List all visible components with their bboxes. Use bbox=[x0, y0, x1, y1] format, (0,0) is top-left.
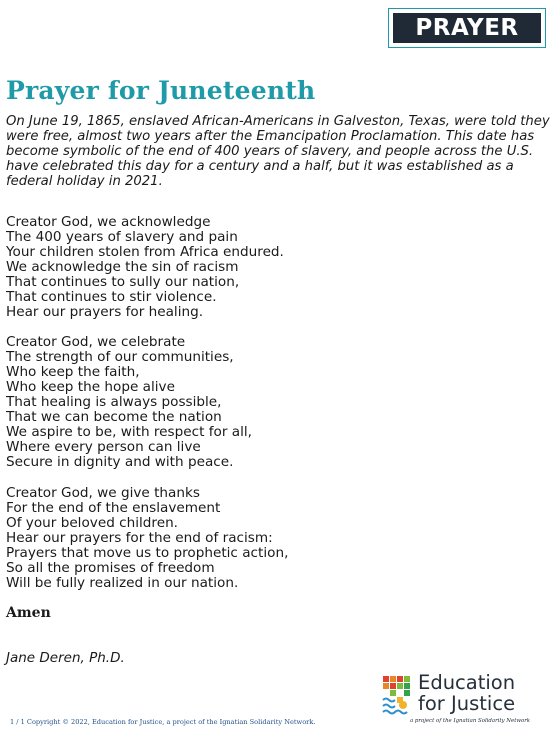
verse-line: Of your beloved children. bbox=[6, 515, 178, 531]
verse-line: Will be fully realized in our nation. bbox=[6, 575, 239, 591]
verse-line: Creator God, we give thanks bbox=[6, 485, 200, 501]
category-badge-label: PRAYER bbox=[393, 13, 541, 43]
verse-line: Hear our prayers for the end of racism: bbox=[6, 530, 273, 546]
verse-line: Hear our prayers for healing. bbox=[6, 304, 204, 320]
author-signature: Jane Deren, Ph.D. bbox=[6, 650, 125, 666]
verse-line: Your children stolen from Africa endured. bbox=[6, 244, 284, 260]
verse-line: That continues to stir violence. bbox=[6, 289, 217, 305]
verse-line: That we can become the nation bbox=[6, 409, 222, 425]
stanza-1 bbox=[6, 215, 284, 320]
verse-line: We aspire to be, with respect for all, bbox=[6, 424, 252, 440]
verse-line: So all the promises of freedom bbox=[6, 560, 215, 576]
verse-line: The strength of our communities, bbox=[6, 349, 234, 365]
verse-line: That continues to sully our nation, bbox=[6, 274, 240, 290]
verse-line: Creator God, we celebrate bbox=[6, 334, 186, 350]
verse-line: We acknowledge the sin of racism bbox=[6, 259, 239, 275]
logo-mark-icon bbox=[382, 674, 418, 720]
verse-line: Creator God, we acknowledge bbox=[6, 214, 211, 230]
copyright-footer: 1 / 1 Copyright © 2022, Education for Justice, a project of the Ignatian Solidarity Network. bbox=[10, 718, 316, 726]
category-badge bbox=[388, 8, 546, 48]
verse-line: Prayers that move us to prophetic action, bbox=[6, 545, 289, 561]
logo-tagline: a project of the Ignatian Solidarity Network bbox=[410, 718, 531, 724]
verse-line: The 400 years of slavery and pain bbox=[6, 229, 238, 245]
verse-line: Secure in dignity and with peace. bbox=[6, 454, 234, 470]
stanza-2 bbox=[6, 335, 252, 470]
stanza-3 bbox=[6, 486, 288, 591]
verse-line: Where every person can live bbox=[6, 439, 201, 455]
logo-wordmark-line1: Education bbox=[418, 671, 516, 694]
verse-line: Who keep the hope alive bbox=[6, 379, 175, 395]
verse-line: Who keep the faith, bbox=[6, 364, 140, 380]
logo-wordmark-line2: for Justice bbox=[418, 692, 516, 715]
verse-line: For the end of the enslavement bbox=[6, 500, 221, 516]
verse-line: That healing is always possible, bbox=[6, 394, 222, 410]
intro-paragraph: On June 19, 1865, enslaved African-Americans in Galveston, Texas, were told they were free, almost two years after the Emancipation Proclamation. This date has become symbolic of the end of 400 years of slavery, and people across the U.S. have celebrated this day for a century and a half, but it was established as a federal holiday in 2021. bbox=[6, 114, 550, 189]
education-for-justice-logo[interactable] bbox=[382, 672, 547, 730]
page-title: Prayer for Juneteenth bbox=[6, 76, 316, 105]
closing-amen: Amen bbox=[6, 605, 51, 621]
